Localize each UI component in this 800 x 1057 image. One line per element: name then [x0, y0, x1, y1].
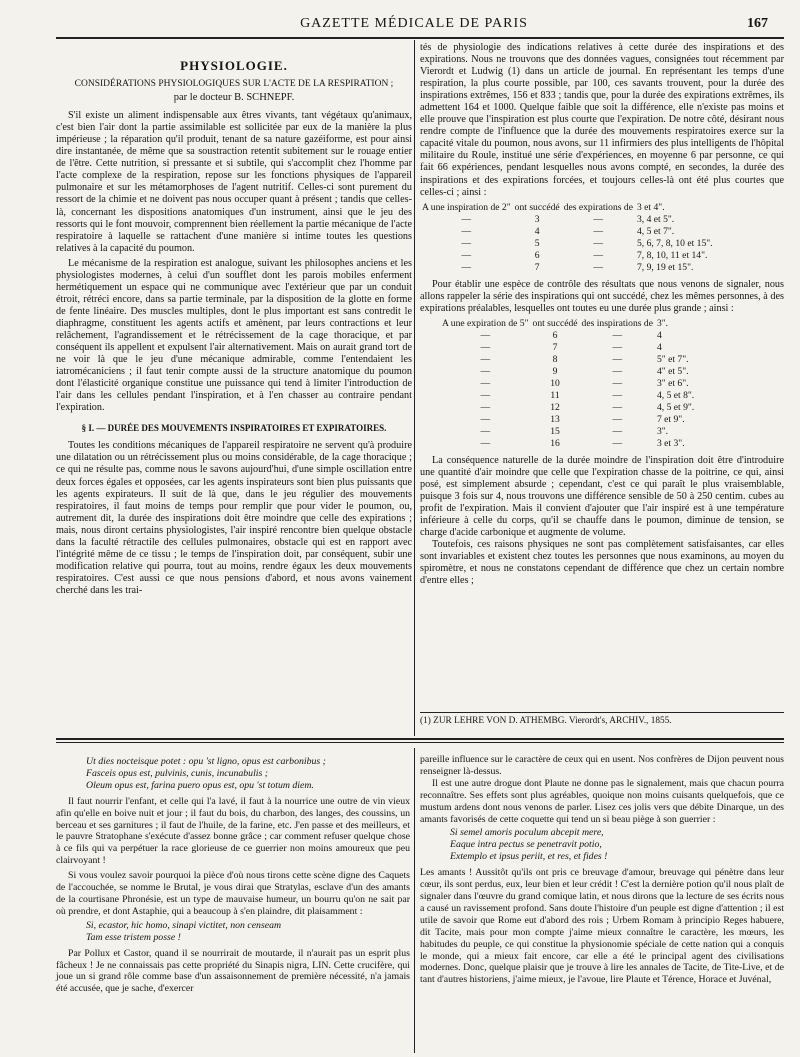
- table-cell: 7, 8, 10, 11 et 14".: [636, 249, 708, 261]
- inspiration-table: [420, 202, 715, 274]
- paragraph: Les amants ! Aussitôt qu'ils ont pris ce breuvage d'amour, breuvage qui pénètre dans leur cœur, ils sont perdus, eux, leur bien et leur crédit ! C'est la dernière potion qu'il nous plaît de signaler dans l'œuvre du grand comique latin, et nous dirons que la lecture de ses écrits nous a causé un ravissement profond. Sans doute l'histoire d'un peuple est digne d'attention ; il est utile de savoir que Rome eut d'abord des rois ; Urbem Romam à principio Reges habuere, dit Tacite, mais pour mon compte j'aime mieux connaître le caractère, les mœurs, les habitudes du peuple, ce qui constitue la physionomie spéciale de cette nation qui a conquis le monde, qui a mieux fait encore, car elle a été le principal agent des civilisations modernes. Donc, quelque plaisir que je trouve à lire les annales de Tacite, de Tite-Live, et de tant d'autres historiens, j'aime mieux, je l'avoue, lire Plaute et Térence, Horace et Juvénal,: [420, 867, 784, 986]
- table-cell: —: [612, 353, 623, 365]
- table-cell: —: [612, 365, 623, 377]
- table-row: [420, 262, 715, 274]
- paragraph: Par Pollux et Castor, quand il se nourrirait de moutarde, il n'aurait pas un esprit plus fâcheux ! Je ne connaissais pas cette propriété du Sinapis nigra, LIN. Cette crucifère, qui joue un si grand rôle comme base d'un assaisonnement de première nécessité, n'a jamais été accusée, que je sache, d'exercer: [56, 947, 410, 995]
- verse-line: Si, ecastor, hic homo, sinapi victitet, non censeam: [86, 919, 282, 931]
- table-row: [440, 414, 696, 426]
- table-cell: 4: [656, 341, 662, 353]
- table-cell: 3".: [656, 317, 669, 329]
- table-cell: —: [480, 413, 491, 425]
- table-cell: —: [593, 261, 604, 273]
- table-cell: —: [612, 401, 623, 413]
- table-cell: —: [480, 389, 491, 401]
- verse-line: Extemplo et ipsus periit, et res, et fides !: [450, 851, 608, 863]
- paragraph: Toutes les conditions mécaniques de l'appareil respiratoire ne servent qu'à produire une dilatation ou un rétrécissement plus ou moins considérable, de la cage thoracique ; ce qui ne résulte pas, comme nous le savons aujourd'hui, d'une simple oscillation entre deux forces égales et opposées, car les agents inspirateurs sont bien plus puissants que les agents expirateurs. Il suit de là que, dans le jeu régulier des mouvements respiratoires, il faut moins de temps pour remplir que pour vider le poumon, ou, autrement dit, la durée des inspirations doit être moindre que celle des expirations ; mais, nous diront certains physiologistes, l'air inspiré rencontre bien quelque obstacle dans la faculté rétractile des cellules pulmonaires, obstacle qui est en rapport avec l'intégrité même de ce tissu ; le temps de l'inspiration doit, par conséquent, subir une modification relative qui pourra, tout au moins, rendre égaux les deux mouvements respiratoires. C'est aussi ce que nous pensions d'abord, et nous avons vainement cherché dans les trai-: [56, 440, 412, 596]
- table-cell: —: [461, 225, 472, 237]
- table-cell: 5, 6, 7, 8, 10 et 15".: [636, 237, 713, 249]
- table-cell: —: [593, 237, 604, 249]
- right-column: [420, 42, 784, 587]
- table-cell: —: [612, 329, 623, 341]
- table-cell: —: [612, 377, 623, 389]
- table-row: [440, 438, 696, 450]
- table-cell: —: [461, 237, 472, 249]
- table-row: [420, 250, 715, 262]
- table-cell: 12: [550, 401, 560, 413]
- table-cell: 11: [550, 389, 560, 401]
- table-row: [440, 426, 696, 438]
- table-cell: 3 et 3".: [656, 437, 685, 449]
- paragraph: La conséquence naturelle de la durée moindre de l'inspiration doit être d'introduire une quantité d'air moindre que celle que l'expiration chasse de la poitrine, ce qui, ainsi posé, est simplement absurde ; cependant, c'est ce qui paraît le plus vraisemblable, puisque 3 fois sur 4, nous trouvons une différence sensible de 50 à 250 centim. cubes au profit de l'expiration. Mais il convient d'ajouter que l'air inspiré est à une température inférieure à celle du corps, qu'il se chauffe dans le poumon, diminue de tension, se charge d'acide carbonique et augmente de volume.: [420, 454, 784, 539]
- verse-line: Ut dies nocteisque potet : opu 'st ligno, opus est carbonibus ;: [86, 756, 326, 767]
- paragraph: Pour établir une espèce de contrôle des résultats que nous venons de signaler, nous allons rappeler la série des inspirations qui ont succédé, chez les mêmes personnes, à des expirations préalables, lesquelles ont toutes eu une durée plus grande ; ainsi :: [420, 278, 784, 314]
- table-cell: A une inspiration de 2": [422, 201, 511, 213]
- table-cell: —: [593, 225, 604, 237]
- table-cell: ont succédé: [514, 201, 560, 213]
- table-cell: —: [480, 425, 491, 437]
- table-cell: 7 et 9".: [656, 413, 685, 425]
- table-cell: —: [461, 261, 472, 273]
- table-cell: 9: [552, 365, 558, 377]
- paragraph: Le mécanisme de la respiration est analogue, suivant les philosophes anciens et les physiologistes modernes, à celui d'un soufflet dont les parois mobiles enferment hermétiquement un espace qui ne communique avec l'extérieur que par un conduit étroit, rétréci encore, dans sa partie terminale, par la disposition de la glotte en forme de fente linéaire. Des muscles multiples, dont le plus important est sans contredit le diaphragme, constituent les agents actifs et amènent, par leurs contractions et leur relâchement, l'agrandissement et le rétrécissement de la cage thoracique, et par conséquent ils appellent et expulsent l'air alternativement. Mais on aurait grand tort de ne voir là que le jeu d'une mécanique admirable, comme l'entendaient les iatromécaniciens ; il faut tenir compte aussi de la structure anatomique du poumon dont l'élasticité organique constitue une puissance qui tend à limiter l'introduction de l'air dans les cellules pendant l'inspiration, et à l'en chasser au contraire pendant l'expiration.: [56, 257, 412, 414]
- table-row: [440, 366, 696, 378]
- table-cell: 10: [550, 377, 560, 389]
- header-rule: [56, 37, 784, 39]
- table-cell: 13: [550, 413, 560, 425]
- paragraph: Il faut nourrir l'enfant, et celle qui l'a lavé, il faut à la nourrice une outre de vin vieux afin qu'elle en boive nuit et jour ; il faut du bois, du charbon, des langes, des coussins, un berceau et ses garnitures ; il faut de l'huile, de la farine, etc. J'en passe et des meilleurs, et le pauvre Stratophane s'exécute d'assez bonne grâce ; car comment refuser quelque chose à ce fils qui va perpétuer la race glorieuse de ce guerrier non moins amoureux que peu clairvoyant !: [56, 795, 410, 867]
- article-author: par le docteur B. SCHNEPF.: [173, 92, 295, 104]
- table-cell: 6: [534, 249, 540, 261]
- table-cell: 3, 4 et 5".: [636, 213, 675, 225]
- table-cell: 15: [550, 425, 560, 437]
- table-row: [440, 390, 696, 402]
- table-cell: 16: [550, 437, 560, 449]
- table-cell: —: [461, 213, 472, 225]
- latin-verse: [56, 920, 410, 944]
- table-cell: 7, 9, 19 et 15".: [636, 261, 694, 273]
- table-row: [420, 226, 715, 238]
- page-number: 167: [747, 16, 768, 31]
- table-cell: 4: [534, 225, 540, 237]
- table-cell: 3: [534, 213, 540, 225]
- verse-line: Tam esse tristem posse !: [86, 931, 181, 943]
- table-cell: 3 et 4".: [636, 201, 665, 213]
- latin-verse: [420, 827, 784, 863]
- section-title: PHYSIOLOGIE.: [180, 58, 288, 73]
- page-header: [56, 14, 772, 36]
- paragraph: Toutefois, ces raisons physiques ne sont pas complètement satisfaisantes, car elles sont invariables et existent chez toutes les personnes que nous examinons, au moyen du spiromètre, et nous ne constatons cependant de différence que chez un certain nombre d'entre elles ;: [420, 539, 784, 587]
- table-row: [440, 354, 696, 366]
- table-cell: des expirations de: [563, 201, 633, 213]
- table-cell: A une expiration de 5": [442, 317, 529, 329]
- table-cell: —: [612, 413, 623, 425]
- table-row: [440, 402, 696, 414]
- journal-title: GAZETTE MÉDICALE DE PARIS: [300, 16, 528, 31]
- table-cell: —: [612, 425, 623, 437]
- footnote-rule: [420, 712, 784, 713]
- table-cell: —: [593, 213, 604, 225]
- feuilleton-rule: [56, 738, 784, 740]
- table-cell: 5: [534, 237, 540, 249]
- paragraph: pareille influence sur le caractère de ceux qui en usent. Nos confrères de Dijon peuvent nous renseigner là-dessus.: [420, 754, 784, 777]
- table-row: [420, 202, 715, 214]
- table-cell: 7: [534, 261, 540, 273]
- feuilleton-right: [420, 754, 784, 986]
- table-cell: —: [480, 341, 491, 353]
- table-row: [440, 342, 696, 354]
- verse-line: Fasceis opus est, pulvinis, cunis, incunabulis ;: [86, 767, 269, 779]
- table-row: [440, 378, 696, 390]
- expiration-table: [440, 318, 696, 450]
- table-cell: 8: [552, 353, 558, 365]
- table-cell: 4, 5 et 7".: [636, 225, 675, 237]
- feuilleton-left: [56, 754, 410, 995]
- table-cell: —: [612, 341, 623, 353]
- feuilleton-rule-2: [56, 742, 784, 743]
- verse-line: Si semel amoris poculum abcepit mere,: [450, 827, 604, 839]
- table-cell: —: [480, 437, 491, 449]
- bottom-column-divider: [414, 748, 415, 1053]
- paragraph: S'il existe un aliment indispensable aux êtres vivants, tant végétaux qu'animaux, c'est bien l'air dont la partie assimilable est sollicitée par eux de la manière la plus impérieuse ; la réparation qu'il produit, tenant de sa nature gazéiforme, est pour ainsi dire instantanée, de même que sa soustraction retentit subitement sur le rouage entier de l'être. Cette nutrition, si pressante et si subtile, qui s'accomplit chez l'homme par l'acte complexe de la respiration, repose sur les fonctions physiques de l'appareil pulmonaire et sur les métamorphoses de l'agent nutritif. Celles-ci sont purement du ressort de la chimie et ne doivent pas nous occuper quant à présent ; tandis que celles-là, concernant les dispositions anatomiques d'un instrument, ainsi que le jeu des ressorts qui le font mouvoir, comprennent bien réellement la partie mécanique de l'acte respiratoire à laquelle se rattachent d'une manière si intime toutes les questions relatives à la capacité du poumon.: [56, 110, 412, 254]
- table-cell: 5" et 7".: [656, 353, 689, 365]
- table-row: [420, 214, 715, 226]
- table-cell: —: [480, 353, 491, 365]
- table-cell: —: [461, 249, 472, 261]
- table-cell: 4: [656, 329, 662, 341]
- table-cell: —: [480, 401, 491, 413]
- table-cell: —: [612, 437, 623, 449]
- column-divider: [414, 40, 415, 736]
- paragraph: tés de physiologie des indications relatives à cette durée des inspirations et des expirations. Nous ne trouvons que des données vagues, consignées tout récemment par Vierordt et Ludwig (1) dans un article de journal. En représentant les temps d'une respiration, la plus courte possible, par 100, ces savants trouvent, pour la durée des inspirations extrêmes, 156 et 833 ; tandis que, pour la durée des expirations extrêmes, ils admettent 164 et 1000. Quelque faible que soit la différence, elle n'existe pas moins et elle prouve que l'inspiration est plus courte que l'expiration. De notre côté, désirant nous rendre compte de l'influence que la durée des mouvements respiratoires exerce sur la capacité vitale du poumon, nous avons, sur 11 infirmiers des plus intelligents de l'hôpital militaire du Roule, institué une série d'expériences, en moyenne 6 par personne, ce qui fait 66 expériences, pendant lesquelles nous avons compté, en secondes, la durée des inspirations et des expirations forcées, et toujours celles-là ont été plus courtes que celles-ci ; ainsi :: [420, 42, 784, 198]
- table-cell: 4" et 5".: [656, 365, 689, 377]
- paragraph: Il est une autre drogue dont Plaute ne donne pas le signalement, mais que chacun pourra reconnaître. Ses effets sont plus agréables, quoique non moins cuisants quelquefois, que ce mustum ardens dont nous venons de parler. Lisez ces jolis vers que débite Dinarque, un des amants favorisés de cette coquette qui tend un si beau piège à son guerrier :: [420, 777, 784, 825]
- table-cell: des inspirations de: [581, 317, 653, 329]
- verse-line: Oleum opus est, farina puero opus est, opu 'st totum diem.: [86, 779, 314, 791]
- latin-verse: [56, 756, 410, 792]
- table-row: [440, 330, 696, 342]
- footnote: (1) ZUR LEHRE VON D. ATHEMBG. Vierordt's, ARCHIV., 1855.: [420, 716, 672, 726]
- paragraph: Si vous voulez savoir pourquoi la pièce d'où nous tirons cette scène digne des Caquets de l'accouchée, se nomme le Brutal, je vous dirai que Stratylas, esclave d'un des amants de la courtisane Phronésie, est un type de mauvaise humeur, un bourru qu'on ne sait par où prendre, et dont Astaphie, qui a beaucoup à s'en plaindre, dit plaisamment :: [56, 870, 410, 917]
- table-cell: —: [480, 377, 491, 389]
- table-cell: 7: [552, 341, 558, 353]
- table-cell: —: [612, 389, 623, 401]
- table-cell: 4, 5 et 9".: [656, 401, 695, 413]
- table-row: [420, 238, 715, 250]
- article-title: CONSIDÉRATIONS PHYSIOLOGIQUES SUR L'ACTE DE LA RESPIRATION ;: [74, 79, 394, 90]
- table-cell: 3" et 6".: [656, 377, 689, 389]
- table-cell: 6: [552, 329, 558, 341]
- table-cell: —: [480, 329, 491, 341]
- table-cell: 3".: [656, 425, 669, 437]
- table-cell: ont succédé: [532, 317, 578, 329]
- verse-line: Eaque intra pectus se penetravit potio,: [450, 839, 602, 851]
- table-row: [440, 318, 696, 330]
- left-column: [56, 56, 412, 597]
- table-cell: —: [593, 249, 604, 261]
- table-cell: 4, 5 et 8".: [656, 389, 695, 401]
- subsection-heading: § I. — DURÉE DES MOUVEMENTS INSPIRATOIRES ET EXPIRATOIRES.: [81, 423, 387, 434]
- table-cell: —: [480, 365, 491, 377]
